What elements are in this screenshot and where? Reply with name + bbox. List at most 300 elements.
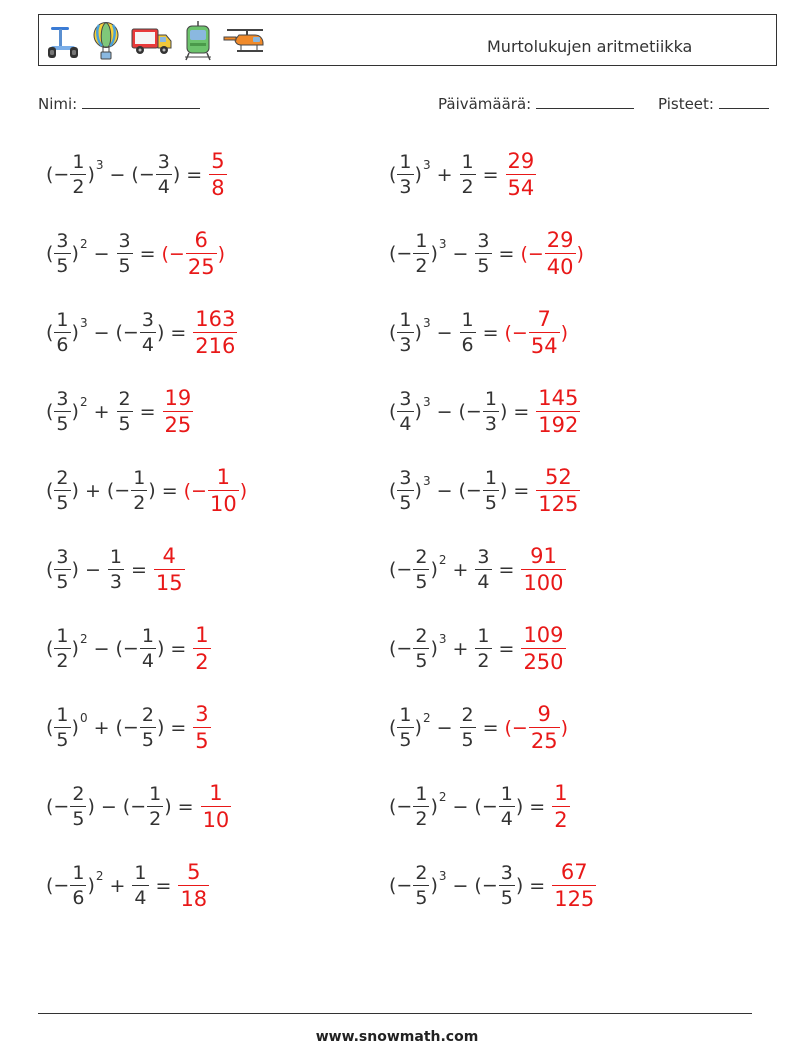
paren-open: (− (131, 163, 155, 186)
fraction (132, 864, 148, 908)
answer (505, 704, 569, 752)
paren-close: ) (515, 874, 524, 897)
fraction (536, 388, 580, 436)
term (46, 232, 88, 276)
paren-close: ) (430, 242, 438, 265)
paren-close: ) (71, 558, 79, 581)
fraction (529, 309, 560, 357)
fraction (147, 785, 163, 829)
term (131, 864, 149, 908)
equals-sign: = (513, 401, 530, 423)
denominator: 125 (538, 492, 579, 516)
numerator: 1 (399, 704, 412, 726)
numerator: 5 (187, 860, 201, 884)
worksheet-header (38, 14, 777, 66)
problem-item (389, 535, 567, 605)
fraction (397, 706, 413, 750)
numerator: 2 (72, 783, 85, 805)
term (474, 785, 523, 829)
denominator: 2 (133, 492, 146, 514)
paren-close: ) (71, 637, 79, 660)
denominator: 5 (195, 729, 209, 753)
numerator: 5 (211, 149, 225, 173)
numerator: 3 (477, 230, 490, 252)
answer (505, 309, 569, 357)
scooter-icon (45, 23, 81, 59)
paren-open: ( (46, 716, 54, 739)
numerator: 1 (195, 623, 209, 647)
paren-open: (− (389, 795, 413, 818)
term (389, 627, 447, 671)
paren-close: ) (515, 795, 524, 818)
fraction (54, 548, 70, 592)
paren-open: (− (115, 321, 139, 344)
operator: − (436, 480, 453, 502)
fraction (131, 469, 147, 513)
problem-item (389, 693, 568, 763)
paren-close: ) (71, 321, 79, 344)
denominator: 10 (202, 808, 230, 832)
denominator: 4 (477, 571, 490, 593)
paren-open: ( (389, 716, 397, 739)
problem-item (46, 219, 225, 289)
numerator: 3 (56, 230, 69, 252)
paren-open: ( (46, 321, 54, 344)
term (474, 627, 492, 671)
problem-item (389, 298, 568, 368)
equals-sign: = (170, 717, 187, 739)
numerator: 29 (546, 228, 574, 252)
problem-item (389, 140, 537, 210)
exponent: 2 (438, 552, 447, 567)
denominator: 6 (72, 887, 85, 909)
paren-close: ) (87, 795, 95, 818)
paren-open: (− (46, 874, 70, 897)
numerator: 2 (415, 625, 428, 647)
fraction (413, 627, 429, 671)
exponent: 3 (438, 868, 447, 883)
equals-sign: = (482, 164, 499, 186)
equals-sign: = (139, 401, 156, 423)
fraction (193, 309, 237, 357)
term (389, 706, 431, 750)
term (46, 469, 79, 513)
equals-sign: = (177, 796, 194, 818)
numerator: 3 (118, 230, 131, 252)
equals-sign: = (130, 559, 147, 581)
paren-open: (− (389, 242, 413, 265)
fraction (156, 153, 172, 197)
problem-item (46, 456, 247, 526)
fraction (552, 783, 569, 831)
answer (162, 388, 195, 436)
fraction (140, 311, 156, 355)
paren-open: ( (389, 400, 397, 423)
answer-paren-close: ) (560, 717, 569, 739)
numerator: 2 (56, 467, 69, 489)
answer-paren-close: ) (560, 322, 569, 344)
fraction (475, 627, 491, 671)
term (116, 232, 134, 276)
exponent: 3 (422, 315, 431, 330)
numerator: 1 (415, 783, 428, 805)
operator: − (436, 322, 453, 344)
problem-item (389, 772, 571, 842)
denominator: 5 (477, 255, 490, 277)
name-blank (82, 94, 200, 109)
fraction (209, 151, 226, 199)
term (389, 153, 431, 197)
exponent: 2 (79, 631, 88, 646)
numerator: 1 (56, 309, 69, 331)
denominator: 2 (149, 808, 162, 830)
problem-item (46, 140, 228, 210)
problem-item (46, 614, 212, 684)
exponent: 3 (422, 394, 431, 409)
paren-open: ( (46, 637, 54, 660)
operator: − (436, 717, 453, 739)
fraction (70, 153, 86, 197)
term (107, 548, 125, 592)
denominator: 4 (157, 176, 170, 198)
operator: − (84, 559, 101, 581)
fraction (413, 232, 429, 276)
paren-open: (− (46, 795, 70, 818)
term (116, 390, 134, 434)
numerator: 1 (209, 781, 223, 805)
answer (551, 862, 597, 910)
answer (153, 546, 186, 594)
operator: − (452, 875, 469, 897)
paren-close: ) (156, 716, 165, 739)
paren-open: (− (389, 874, 413, 897)
truck-icon (131, 26, 173, 56)
fraction (108, 548, 124, 592)
numerator: 109 (523, 623, 564, 647)
denominator: 5 (56, 729, 69, 751)
answer (520, 625, 566, 673)
term (459, 311, 477, 355)
answer (200, 783, 233, 831)
denominator: 4 (141, 650, 154, 672)
fraction (178, 862, 209, 910)
denominator: 3 (109, 571, 122, 593)
equals-sign: = (498, 638, 515, 660)
denominator: 5 (399, 492, 412, 514)
fraction (54, 390, 70, 434)
numerator: 3 (157, 151, 170, 173)
paren-open: ( (389, 321, 397, 344)
denominator: 6 (56, 334, 69, 356)
denominator: 5 (415, 571, 428, 593)
fraction (413, 548, 429, 592)
numerator: 52 (544, 465, 572, 489)
numerator: 19 (164, 386, 192, 410)
paren-close: ) (71, 242, 79, 265)
fraction (460, 706, 476, 750)
paren-close: ) (164, 795, 172, 818)
equals-sign: = (482, 322, 499, 344)
fraction (70, 864, 86, 908)
score-label: Pisteet: (658, 95, 714, 113)
paren-close: ) (499, 400, 508, 423)
paren-close: ) (499, 479, 508, 502)
exponent: 2 (95, 868, 104, 883)
answer-paren-open: (− (183, 480, 207, 502)
denominator: 5 (56, 492, 69, 514)
exponent: 3 (422, 157, 431, 172)
term (389, 469, 431, 513)
numerator: 1 (399, 151, 412, 173)
numerator: 3 (195, 702, 209, 726)
term (107, 469, 156, 513)
denominator: 4 (399, 413, 412, 435)
numerator: 1 (500, 783, 513, 805)
exponent: 3 (438, 631, 447, 646)
numerator: 2 (415, 546, 428, 568)
denominator: 5 (415, 650, 428, 672)
equals-sign: = (513, 480, 530, 502)
problem-item (46, 535, 186, 605)
denominator: 5 (484, 492, 497, 514)
problem-item (46, 377, 194, 447)
fraction (397, 153, 413, 197)
numerator: 1 (477, 625, 490, 647)
denominator: 2 (415, 255, 428, 277)
term (123, 785, 172, 829)
denominator: 5 (399, 729, 412, 751)
denominator: 18 (180, 887, 208, 911)
term (46, 311, 88, 355)
denominator: 6 (461, 334, 474, 356)
denominator: 5 (415, 887, 428, 909)
term (131, 153, 180, 197)
numerator: 3 (141, 309, 154, 331)
operator: + (436, 164, 453, 186)
fraction (475, 548, 491, 592)
denominator: 125 (554, 887, 595, 911)
numerator: 3 (500, 862, 513, 884)
numerator: 2 (118, 388, 131, 410)
fraction (117, 390, 133, 434)
fraction (208, 467, 239, 515)
denominator: 8 (211, 176, 225, 200)
fraction (552, 862, 596, 910)
numerator: 29 (507, 149, 535, 173)
denominator: 3 (484, 413, 497, 435)
paren-close: ) (71, 716, 79, 739)
score-blank (719, 94, 769, 109)
numerator: 1 (484, 388, 497, 410)
denominator: 25 (164, 413, 192, 437)
denominator: 216 (195, 334, 236, 358)
name-field (38, 94, 200, 113)
numerator: 1 (415, 230, 428, 252)
numerator: 6 (194, 228, 208, 252)
answer-paren-open: (− (504, 322, 528, 344)
paren-open: (− (458, 400, 482, 423)
problem-item (389, 219, 584, 289)
fraction (413, 785, 429, 829)
paren-close: ) (71, 479, 79, 502)
answer-paren-open: (− (520, 243, 544, 265)
answer-paren-close: ) (576, 243, 584, 265)
numerator: 2 (415, 862, 428, 884)
numerator: 1 (134, 862, 147, 884)
term (459, 469, 508, 513)
numerator: 1 (56, 625, 69, 647)
numerator: 1 (216, 465, 231, 489)
numerator: 1 (399, 309, 412, 331)
term (474, 232, 492, 276)
answer (192, 625, 211, 673)
denominator: 4 (141, 334, 154, 356)
numerator: 3 (399, 388, 412, 410)
fraction (154, 546, 185, 594)
paren-close: ) (414, 716, 422, 739)
numerator: 145 (538, 386, 579, 410)
paren-close: ) (414, 479, 422, 502)
footer-url: www.snowmath.com (315, 1029, 479, 1045)
paren-close: ) (414, 321, 422, 344)
denominator: 192 (538, 413, 579, 437)
denominator: 54 (530, 334, 558, 358)
fraction (140, 706, 156, 750)
problem-item (389, 614, 567, 684)
paren-open: ( (46, 558, 54, 581)
fraction (140, 627, 156, 671)
denominator: 5 (56, 571, 69, 593)
term (389, 785, 447, 829)
operator: + (452, 559, 469, 581)
equals-sign: = (529, 875, 546, 897)
denominator: 2 (56, 650, 69, 672)
paren-open: (− (474, 874, 498, 897)
fraction (397, 469, 413, 513)
fraction (483, 469, 499, 513)
paren-close: ) (430, 558, 438, 581)
numerator: 7 (537, 307, 551, 331)
operator: − (93, 322, 110, 344)
term (116, 627, 165, 671)
denominator: 5 (500, 887, 513, 909)
numerator: 1 (56, 704, 69, 726)
score-field (658, 94, 769, 113)
denominator: 3 (399, 334, 412, 356)
answer (177, 862, 210, 910)
equals-sign: = (482, 717, 499, 739)
numerator: 2 (461, 704, 474, 726)
fraction (397, 311, 413, 355)
hot-air-balloon-icon (91, 22, 121, 60)
paren-close: ) (430, 874, 438, 897)
fraction (499, 785, 515, 829)
fraction (70, 785, 86, 829)
numerator: 3 (399, 467, 412, 489)
answer-paren-open: (− (504, 717, 528, 739)
paren-close: ) (148, 479, 156, 502)
denominator: 2 (415, 808, 428, 830)
term (389, 232, 447, 276)
term (389, 864, 447, 908)
problem-item (389, 851, 597, 921)
denominator: 5 (56, 413, 69, 435)
fraction (483, 390, 499, 434)
denominator: 100 (523, 571, 564, 595)
operator: − (452, 243, 469, 265)
term (116, 311, 165, 355)
paren-open: (− (474, 795, 498, 818)
numerator: 1 (461, 151, 474, 173)
paren-open: ( (46, 242, 54, 265)
operator: + (93, 401, 110, 423)
term (459, 153, 477, 197)
denominator: 15 (155, 571, 183, 595)
date-field (438, 94, 634, 113)
denominator: 10 (209, 492, 237, 516)
denominator: 3 (399, 176, 412, 198)
helicopter-icon (223, 26, 267, 56)
denominator: 5 (141, 729, 154, 751)
paren-close: ) (87, 874, 95, 897)
denominator: 250 (523, 650, 564, 674)
paren-open: (− (106, 479, 131, 502)
numerator: 163 (195, 307, 236, 331)
numerator: 1 (72, 862, 85, 884)
term (459, 706, 477, 750)
numerator: 2 (141, 704, 154, 726)
problem-item (46, 298, 238, 368)
numerator: 3 (477, 546, 490, 568)
operator: + (84, 480, 101, 502)
equals-sign: = (170, 638, 187, 660)
answer (192, 704, 211, 752)
term (474, 548, 492, 592)
denominator: 54 (507, 176, 535, 200)
term (389, 548, 447, 592)
numerator: 4 (162, 544, 176, 568)
paren-close: ) (414, 163, 422, 186)
fraction (499, 864, 515, 908)
paren-open: ( (389, 163, 397, 186)
exponent: 3 (438, 236, 447, 251)
answer (192, 309, 238, 357)
exponent: 2 (79, 394, 88, 409)
fraction (506, 151, 537, 199)
tram-icon (183, 21, 213, 61)
exponent: 2 (79, 236, 88, 251)
fraction (460, 311, 476, 355)
term (46, 785, 95, 829)
paren-close: ) (71, 400, 79, 423)
numerator: 67 (560, 860, 588, 884)
denominator: 2 (477, 650, 490, 672)
operator: − (93, 638, 110, 660)
fraction (54, 232, 70, 276)
paren-close: ) (172, 163, 181, 186)
paren-open: (− (458, 479, 482, 502)
numerator: 1 (484, 467, 497, 489)
numerator: 1 (461, 309, 474, 331)
numerator: 1 (149, 783, 162, 805)
fraction (413, 864, 429, 908)
operator: + (452, 638, 469, 660)
paren-open: (− (115, 716, 139, 739)
term (46, 706, 88, 750)
denominator: 40 (546, 255, 574, 279)
numerator: 1 (141, 625, 154, 647)
paren-close: ) (156, 321, 165, 344)
